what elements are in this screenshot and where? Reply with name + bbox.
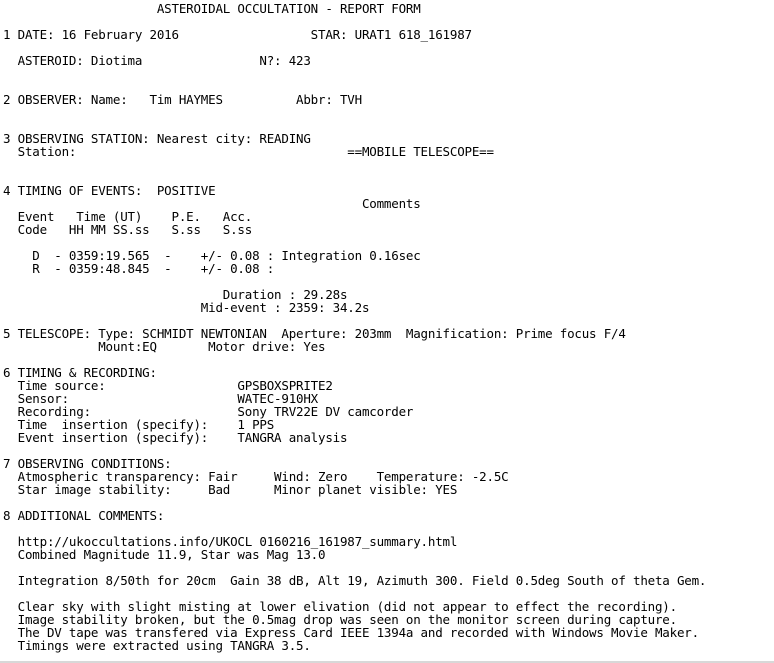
report-line: 1 DATE: 16 February 2016 STAR: URAT1 618_161987: [3, 27, 472, 42]
report-line: R - 0359:48.845 - +/- 0.08 :: [3, 261, 275, 276]
report-line: Time source: GPSBOXSPRITE2: [3, 378, 333, 393]
report-line: Sensor: WATEC-910HX: [3, 391, 319, 406]
report-line: Time insertion (specify): 1 PPS: [3, 417, 275, 432]
report-line: Comments: [3, 196, 421, 211]
report-line: 7 OBSERVING CONDITIONS:: [3, 456, 172, 471]
report-line: Combined Magnitude 11.9, Star was Mag 13.0: [3, 547, 326, 562]
report-line: Atmospheric transparency: Fair Wind: Zero Temperature: -2.5C: [3, 469, 509, 484]
report-line: Event Time (UT) P.E. Acc.: [3, 209, 253, 224]
report-line: Duration : 29.28s: [3, 287, 348, 302]
report-form-text: [3, 2, 706, 652]
report-line: [3, 67, 706, 80]
report-line: 6 TIMING & RECORDING:: [3, 365, 157, 380]
report-line: Recording: Sony TRV22E DV camcorder: [3, 404, 414, 419]
report-line: Image stability broken, but the 0.5mag drop was seen on the monitor screen during capture.: [3, 612, 677, 627]
report-line: Code HH MM SS.ss S.ss S.ss: [3, 222, 253, 237]
report-line: [3, 106, 706, 119]
report-line: Integration 8/50th for 20cm Gain 38 dB, Alt 19, Azimuth 300. Field 0.5deg South of theta Gem.: [3, 573, 707, 588]
report-line: The DV tape was transfered via Express Card IEEE 1394a and recorded with Windows Movie Maker.: [3, 625, 699, 640]
report-line: ASTEROIDAL OCCULTATION - REPORT FORM: [3, 1, 421, 16]
report-line: Clear sky with slight misting at lower elivation (did not appear to effect the recording).: [3, 599, 677, 614]
report-line: Event insertion (specify): TANGRA analysis: [3, 430, 348, 445]
report-line: 8 ADDITIONAL COMMENTS:: [3, 508, 165, 523]
report-line: http://ukoccultations.info/UKOCL 0160216_161987_summary.html: [3, 534, 458, 549]
report-line: Star image stability: Bad Minor planet visible: YES: [3, 482, 458, 497]
report-line: Timings were extracted using TANGRA 3.5.: [3, 638, 311, 653]
report-line: 2 OBSERVER: Name: Tim HAYMES Abbr: TVH: [3, 92, 362, 107]
report-line: Mid-event : 2359: 34.2s: [3, 300, 370, 315]
report-line: 5 TELESCOPE: Type: SCHMIDT NEWTONIAN Aperture: 203mm Magnification: Prime focus F/4: [3, 326, 626, 341]
report-line: 4 TIMING OF EVENTS: POSITIVE: [3, 183, 216, 198]
report-line: 3 OBSERVING STATION: Nearest city: READING: [3, 131, 311, 146]
report-line: Station: ==MOBILE TELESCOPE==: [3, 144, 494, 159]
report-line: [3, 158, 706, 171]
report-line: ASTEROID: Diotima N?: 423: [3, 53, 311, 68]
report-line: Mount:EQ Motor drive: Yes: [3, 339, 326, 354]
report-line: D - 0359:19.565 - +/- 0.08 : Integration 0.16sec: [3, 248, 421, 263]
